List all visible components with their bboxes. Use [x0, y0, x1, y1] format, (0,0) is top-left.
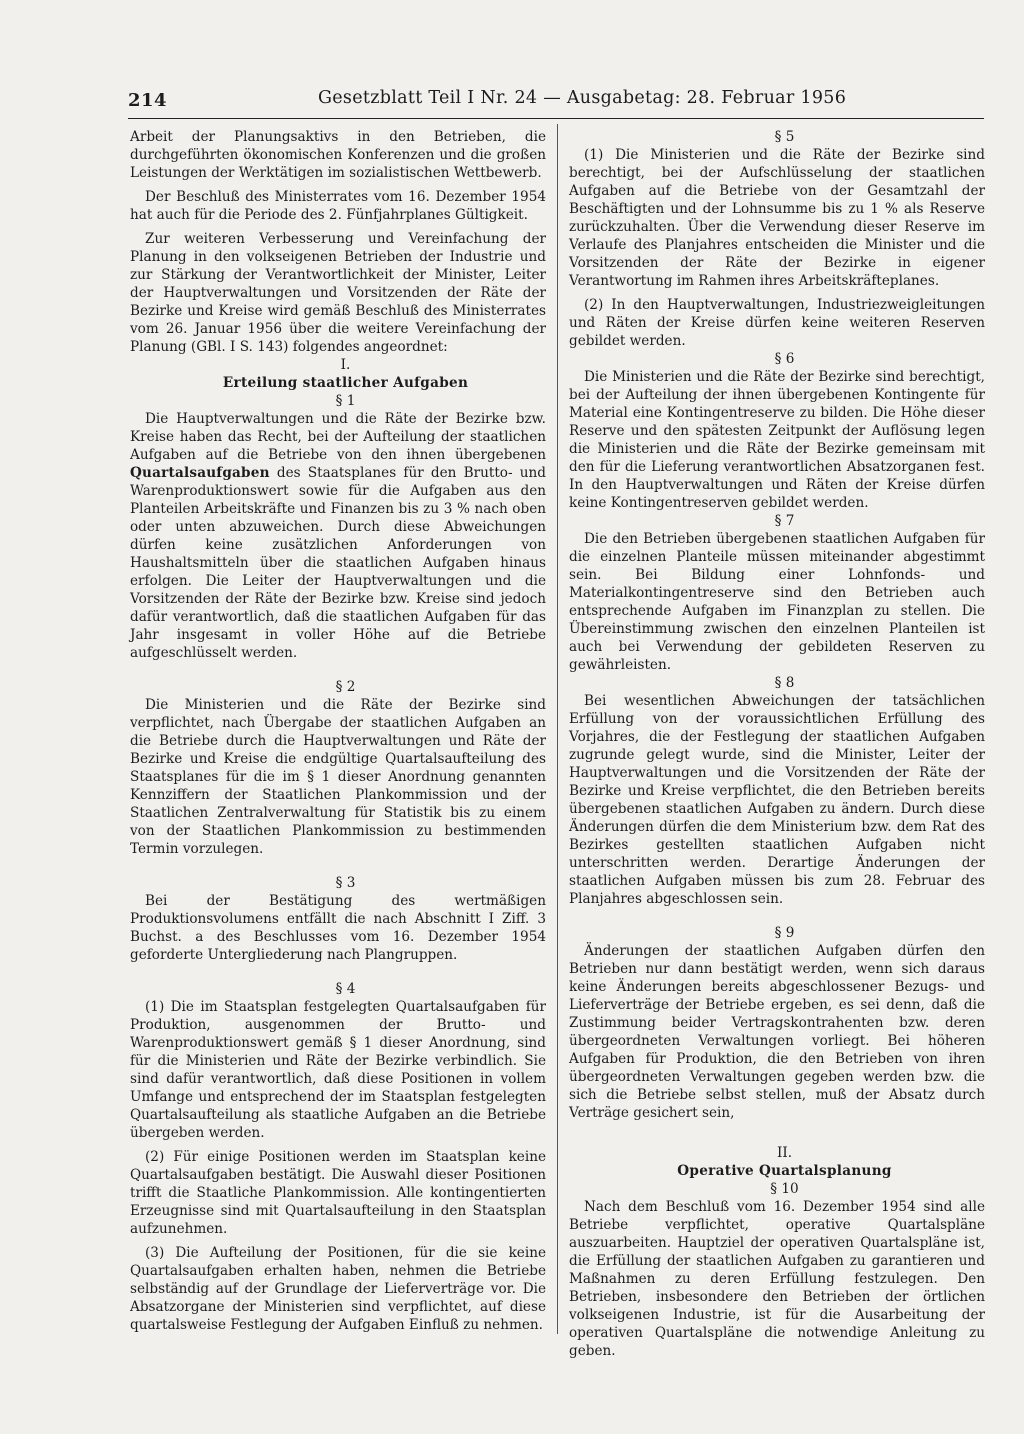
- paragraph-4-heading: § 4: [335, 981, 356, 997]
- section-2-title: Operative Quartalsplanung: [677, 1163, 892, 1179]
- left-column: [130, 128, 546, 1334]
- paragraph-2-text: Die Ministerien und die Räte der Bezirke sind verpflichtet, nach Übergabe der staatlichen Aufgaben an die Betriebe durch die Hauptverwaltungen und Räte der Bezirke und Kreise die endgültige Quartalsaufteilung des Staatsplanes für die im § 1 dieser Anordnung genannten Kennziffern der Staatlichen Plankommission und der Staatlichen Zentralverwaltung für Statistik bis zu einem von der Staatlichen Plankommission zu bestimmenden Termin vorzulegen.: [130, 697, 546, 857]
- paragraph-7-heading: § 7: [774, 513, 795, 529]
- paragraph-8-heading: § 8: [774, 675, 795, 691]
- paragraph-5-subsection-2: (2) In den Hauptverwaltungen, Industriezweigleitungen und Räten der Kreise dürfen keine weiteren Reserven gebildet werden.: [569, 297, 985, 349]
- section-1-number: I.: [340, 357, 351, 373]
- section-1-title: Erteilung staatlicher Aufgaben: [222, 375, 469, 391]
- paragraph-beschluss: Der Beschluß des Ministerrates vom 16. Dezember 1954 hat auch für die Periode des 2. Fünfjahrplanes Gültigkeit.: [130, 189, 546, 223]
- paragraph-1-text-b: des Staatsplanes für den Brutto- und Warenproduktionswert sowie für die Aufgaben aus den Planteilen Arbeitskräfte und Finanzen bis zu 3 % nach oben oder unten abzuweichen. Durch diese Abweichungen dürfen keine zusätzlichen Anforderungen von Haushaltsmitteln über die staatlichen Aufgaben hinaus erfolgen. Die Leiter der Hauptverwaltungen und die Vorsitzenden der Räte der Bezirke bzw. Kreise sind jedoch dafür verantwortlich, daß die staatlichen Aufgaben für das Jahr insgesamt in voller Höhe auf die Betriebe aufgeschlüsselt werden.: [130, 465, 546, 661]
- paragraph-5-subsection-1: (1) Die Ministerien und die Räte der Bezirke sind berechtigt, bei der Aufschlüsselung der staatlichen Aufgaben auf die Betriebe von der Gesamtzahl der Beschäftigten und der Lohnsumme bis zu 1 % als Reserve zurückzuhalten. Über die Verwendung dieser Reserve im Verlaufe des Planjahres entscheiden die Minister und die Vorsitzenden der Räte der Bezirke in eigener Verantwortung im Rahmen ihres Arbeitskräfteplanes.: [569, 147, 985, 289]
- paragraph-1-bold-term: Quartalsaufgaben: [130, 465, 270, 481]
- paragraph-6-heading: § 6: [774, 351, 795, 367]
- column-divider: [557, 124, 558, 1334]
- paragraph-8-text: Bei wesentlichen Abweichungen der tatsächlichen Erfüllung von der voraussichtlichen Erfüllung des Vorjahres, die der Festlegung der staatlichen Aufgaben zugrunde gelegt wurde, sind die Minister, Leiter der Hauptverwaltungen und die Vorsitzenden der Räte der Bezirke und Kreise verpflichtet, die den Betrieben bereits übergebenen staatlichen Aufgaben zu ändern. Durch diese Änderungen dürfen die dem Ministerium bzw. dem Rat des Bezirkes gestellten staatlichen Aufgaben nicht unterschritten werden. Derartige Änderungen der staatlichen Aufgaben müssen bis zum 28. Februar des Planjahres abgeschlossen sein.: [569, 693, 985, 907]
- paragraph-9-text: Änderungen der staatlichen Aufgaben dürfen den Betrieben nur dann bestätigt werden, wenn sich daraus keine Änderungen bereits abgeschlossener Bezugs- und Lieferverträge der Betriebe ergeben, es sei denn, daß die Zustimmung beider Vertragskontrahenten bzw. deren übergeordneten Verwaltungen vorliegt. Bei höheren Aufgaben für Produktion, die den Betrieben von ihren übergeordneten Verwaltungen gegeben werden bzw. die sich die Betriebe selbst stellen, muß der Absatz durch Verträge gesichert sein,: [569, 943, 985, 1121]
- paragraph-4-subsection-2: (2) Für einige Positionen werden im Staatsplan keine Quartalsaufgaben bestätigt. Die Auswahl dieser Positionen trifft die Staatliche Plankommission. Alle kontingentierten Erzeugnisse sind mit Quartalsaufteilung in den Staatsplan aufzunehmen.: [130, 1149, 546, 1237]
- paragraph-10-heading: § 10: [770, 1181, 799, 1197]
- paragraph-1-text-a: Die Hauptverwaltungen und die Räte der Bezirke bzw. Kreise haben das Recht, bei der Aufteilung der staatlichen Aufgaben auf die Betriebe von den ihnen übergebenen: [130, 411, 546, 463]
- paragraph-4-subsection-1: (1) Die im Staatsplan festgelegten Quartalsaufgaben für Produktion, ausgenommen der Brutto- und Warenproduktionswert gemäß § 1 dieser Anordnung, sind für die Ministerien und Räte der Bezirke verbindlich. Sie sind dafür verantwortlich, daß diese Positionen in vollem Umfange und entsprechend der im Staatsplan festgelegten Quartalsaufteilung als staatliche Aufgaben an die Betriebe übergeben werden.: [130, 999, 546, 1141]
- paragraph-10-text: Nach dem Beschluß vom 16. Dezember 1954 sind alle Betriebe verpflichtet, operative Quartalspläne auszuarbeiten. Hauptziel der operativen Quartalspläne ist, die Erfüllung der staatlichen Aufgaben zu garantieren und Maßnahmen zu deren Erfüllung festzulegen. Den Betrieben, insbesondere den Betrieben der örtlichen volkseigenen Industrie, ist für die Ausarbeitung der operativen Quartalspläne die notwendige Anleitung zu geben.: [569, 1199, 985, 1359]
- page-header: [128, 86, 984, 116]
- paragraph-6-text: Die Ministerien und die Räte der Bezirke sind berechtigt, bei der Aufteilung der ihnen übergebenen Kontingente für Material eine Kontingentreserve zu bilden. Die Höhe dieser Reserve und den spätesten Zeitpunkt der Auflösung legen die Ministerien und die Räte der Bezirke gemeinsam mit den für die Lieferung verantwortlichen Absatzorganen fest. In den Hauptverwaltungen und Räten der Kreise dürfen keine Kontingentreserven gebildet werden.: [569, 369, 985, 511]
- right-column: [569, 128, 985, 1360]
- paragraph-2-heading: § 2: [335, 679, 356, 695]
- paragraph-1-heading: § 1: [335, 393, 356, 409]
- header-rule: [128, 118, 984, 119]
- running-head: Gesetzblatt Teil I Nr. 24 — Ausgabetag: 28. Februar 1956: [318, 88, 847, 108]
- paragraph-anordnung: Zur weiteren Verbesserung und Vereinfachung der Planung in den volkseigenen Betrieben der Industrie und zur Stärkung der Verantwortlichkeit der Minister, Leiter der Hauptverwaltungen und Vorsitzenden der Räte der Bezirke und Kreise wird gemäß Beschluß des Ministerrates vom 26. Januar 1956 über die weitere Vereinfachung der Planung (GBl. I S. 143) folgendes angeordnet:: [130, 231, 546, 355]
- paragraph-7-text: Die den Betrieben übergebenen staatlichen Aufgaben für die einzelnen Planteile müssen miteinander abgestimmt sein. Bei Bildung einer Lohnfonds- und Materialkontingentreserve sind den Betrieben auch entsprechende Aufgaben im Finanzplan zu stellen. Die Übereinstimmung zwischen den einzelnen Planteilen ist auch bei Verwendung der gebildeten Reserven zu gewährleisten.: [569, 531, 985, 673]
- section-2-number: II.: [776, 1145, 793, 1161]
- paragraph-3-text: Bei der Bestätigung des wertmäßigen Produktionsvolumens entfällt die nach Abschnitt I Ziff. 3 Buchst. a des Beschlusses vom 16. Dezember 1954 geforderte Untergliederung nach Plangruppen.: [130, 893, 546, 963]
- paragraph-3-heading: § 3: [335, 875, 356, 891]
- paragraph-9-heading: § 9: [774, 925, 795, 941]
- page-number: 214: [128, 90, 168, 111]
- intro-continuation: Arbeit der Planungsaktivs in den Betrieben, die durchgeführten ökonomischen Konferenzen und die großen Leistungen der Werktätigen im sozialistischen Wettbewerb.: [130, 129, 546, 181]
- paragraph-1-text: [130, 410, 546, 662]
- paragraph-5-heading: § 5: [774, 129, 795, 145]
- paragraph-4-subsection-3: (3) Die Aufteilung der Positionen, für die sie keine Quartalsaufgaben erhalten haben, nehmen die Betriebe selbständig auf der Grundlage der Lieferverträge vor. Die Absatzorgane der Ministerien sind verpflichtet, auf diese quartalsweise Festlegung der Aufgaben Einfluß zu nehmen.: [130, 1245, 546, 1333]
